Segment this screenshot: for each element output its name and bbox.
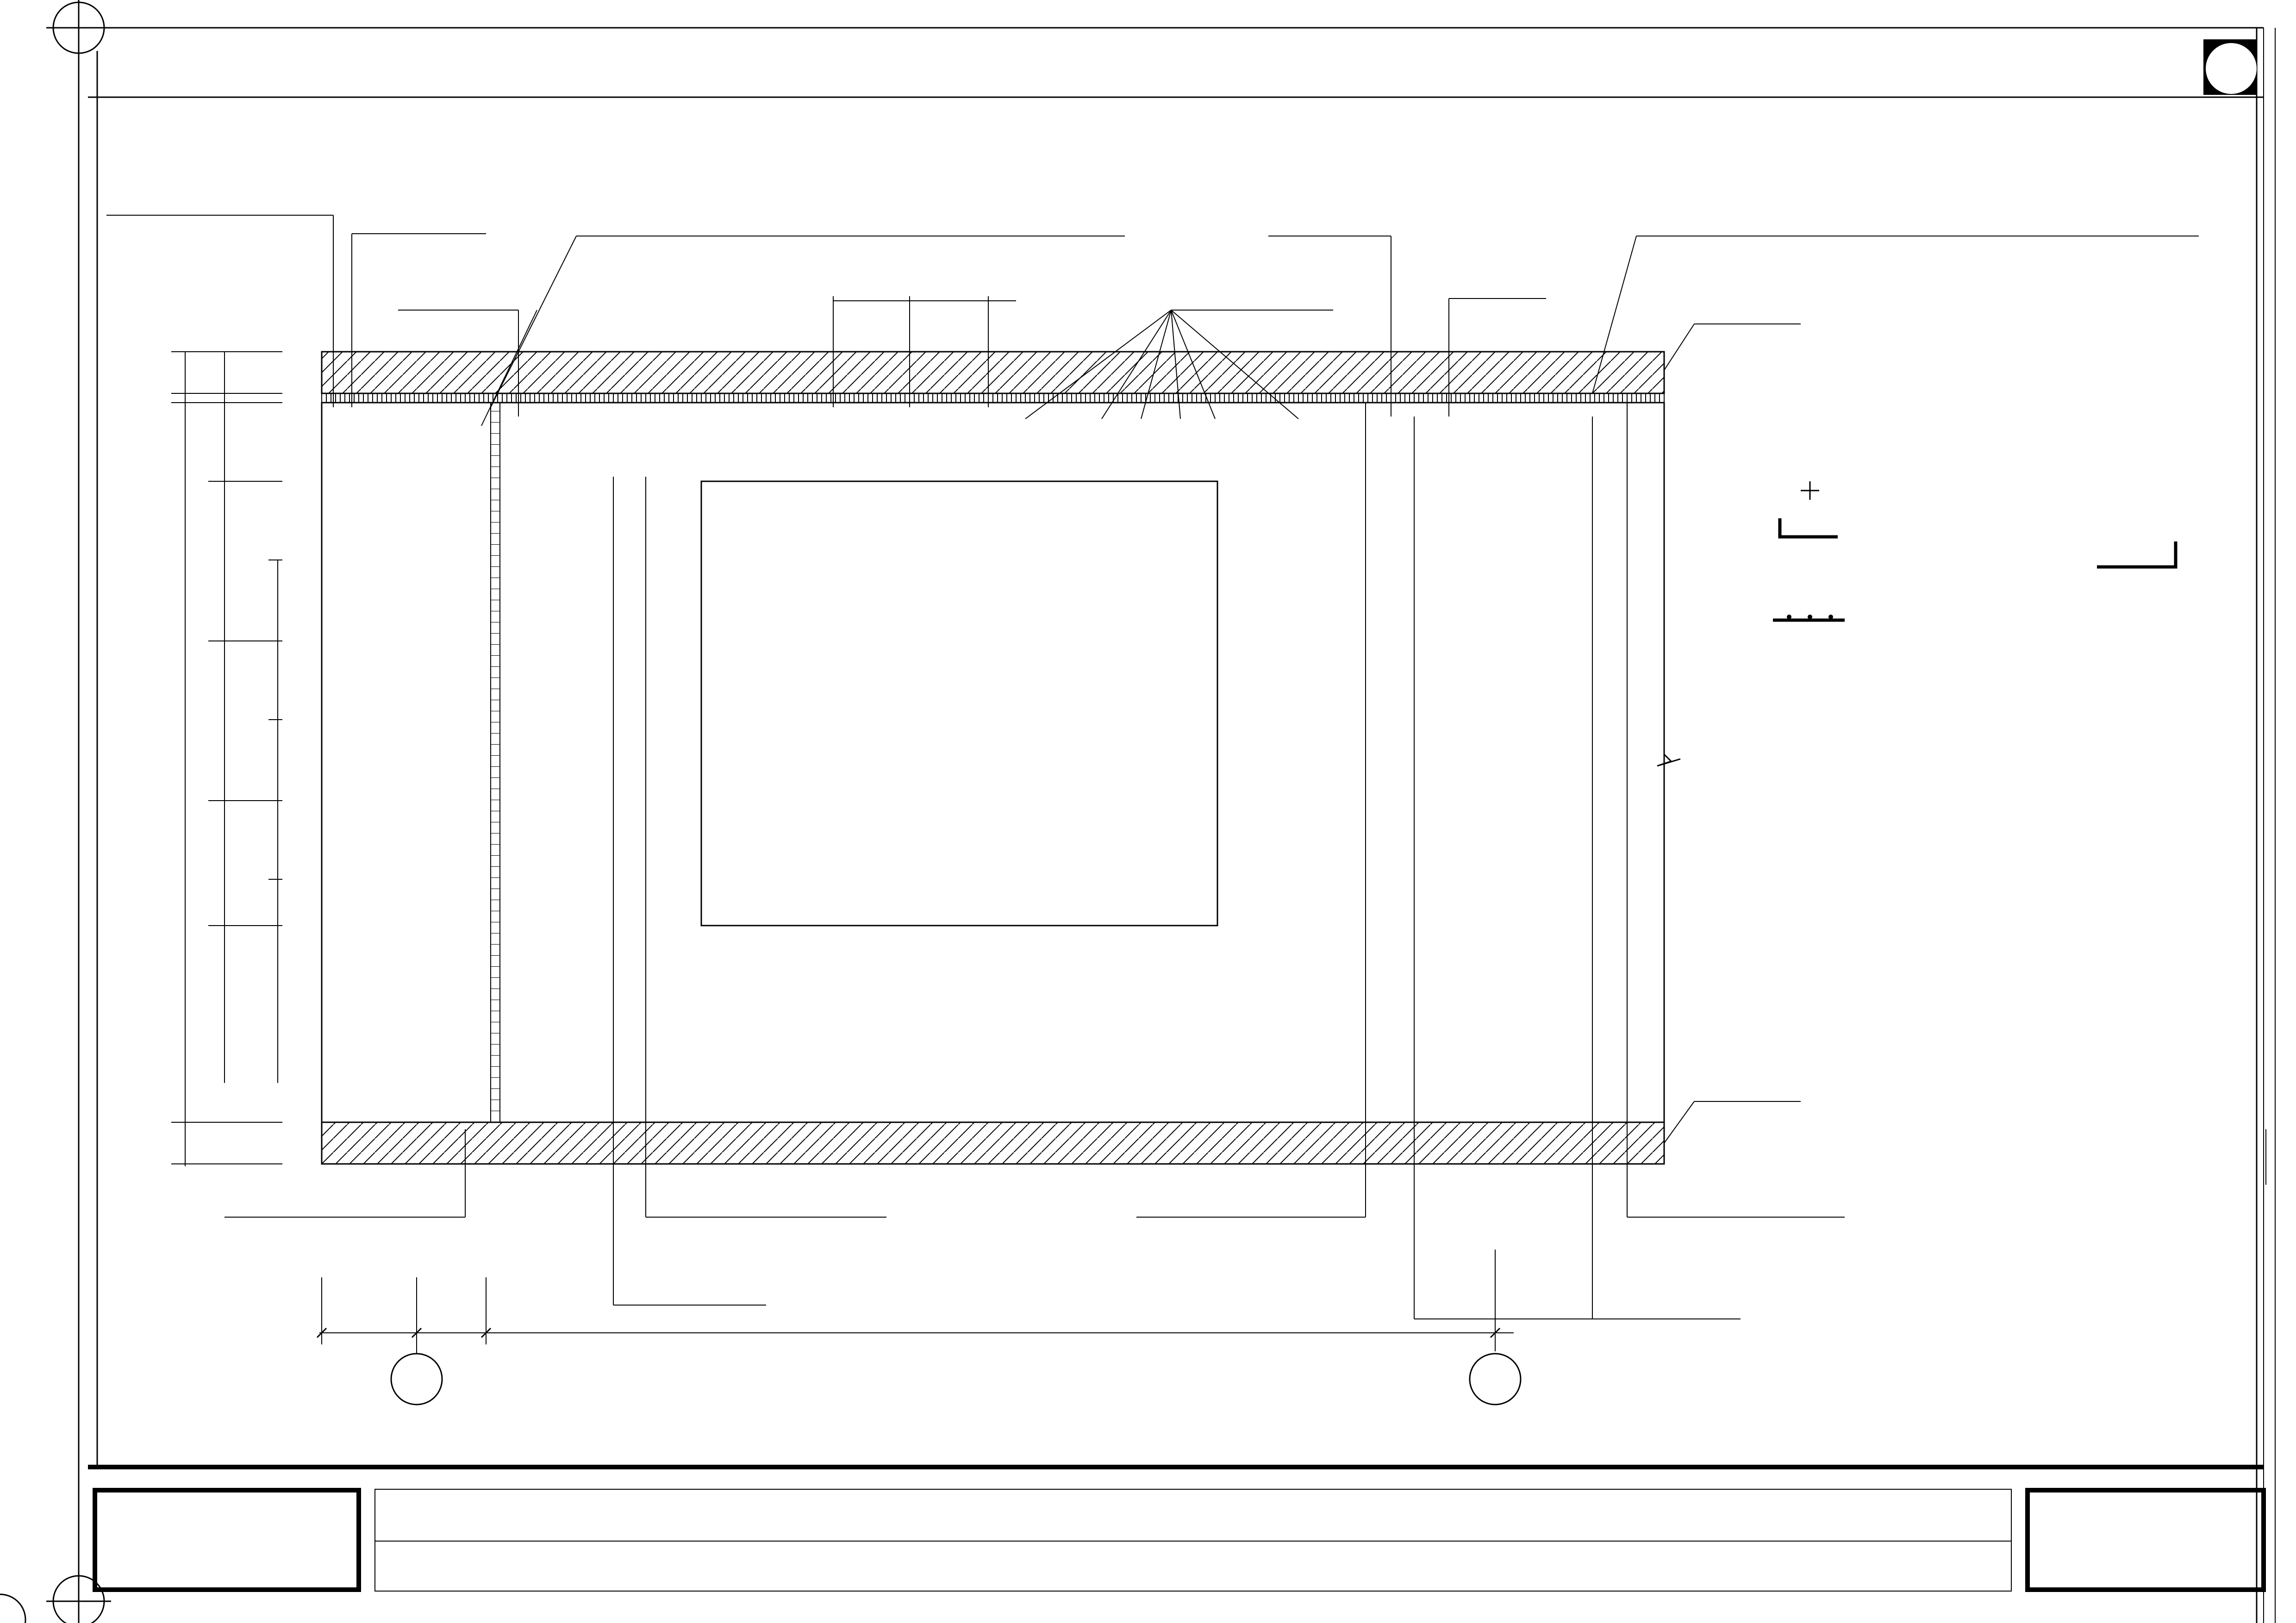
bottom-dimensions (317, 1250, 1521, 1405)
legend (1773, 481, 2176, 620)
registration-mark-top (46, 0, 111, 60)
bottom-floor-slab (322, 1122, 1664, 1164)
legend-strip-sample (2097, 541, 2176, 567)
window-opening (701, 481, 1217, 926)
legend-mesh-symbol (1773, 615, 1845, 620)
vertical-joint-strip (491, 403, 500, 1122)
legend-tie-symbol (1801, 481, 1819, 500)
break-mark (1657, 754, 1680, 766)
page-number-badge (2203, 39, 2257, 95)
horizontal-joint-strip (322, 393, 1664, 403)
legend-strip-symbol (1780, 518, 1838, 537)
left-dimensions (171, 352, 282, 1166)
title-block (95, 1489, 2264, 1591)
top-floor-slab (322, 352, 1664, 393)
